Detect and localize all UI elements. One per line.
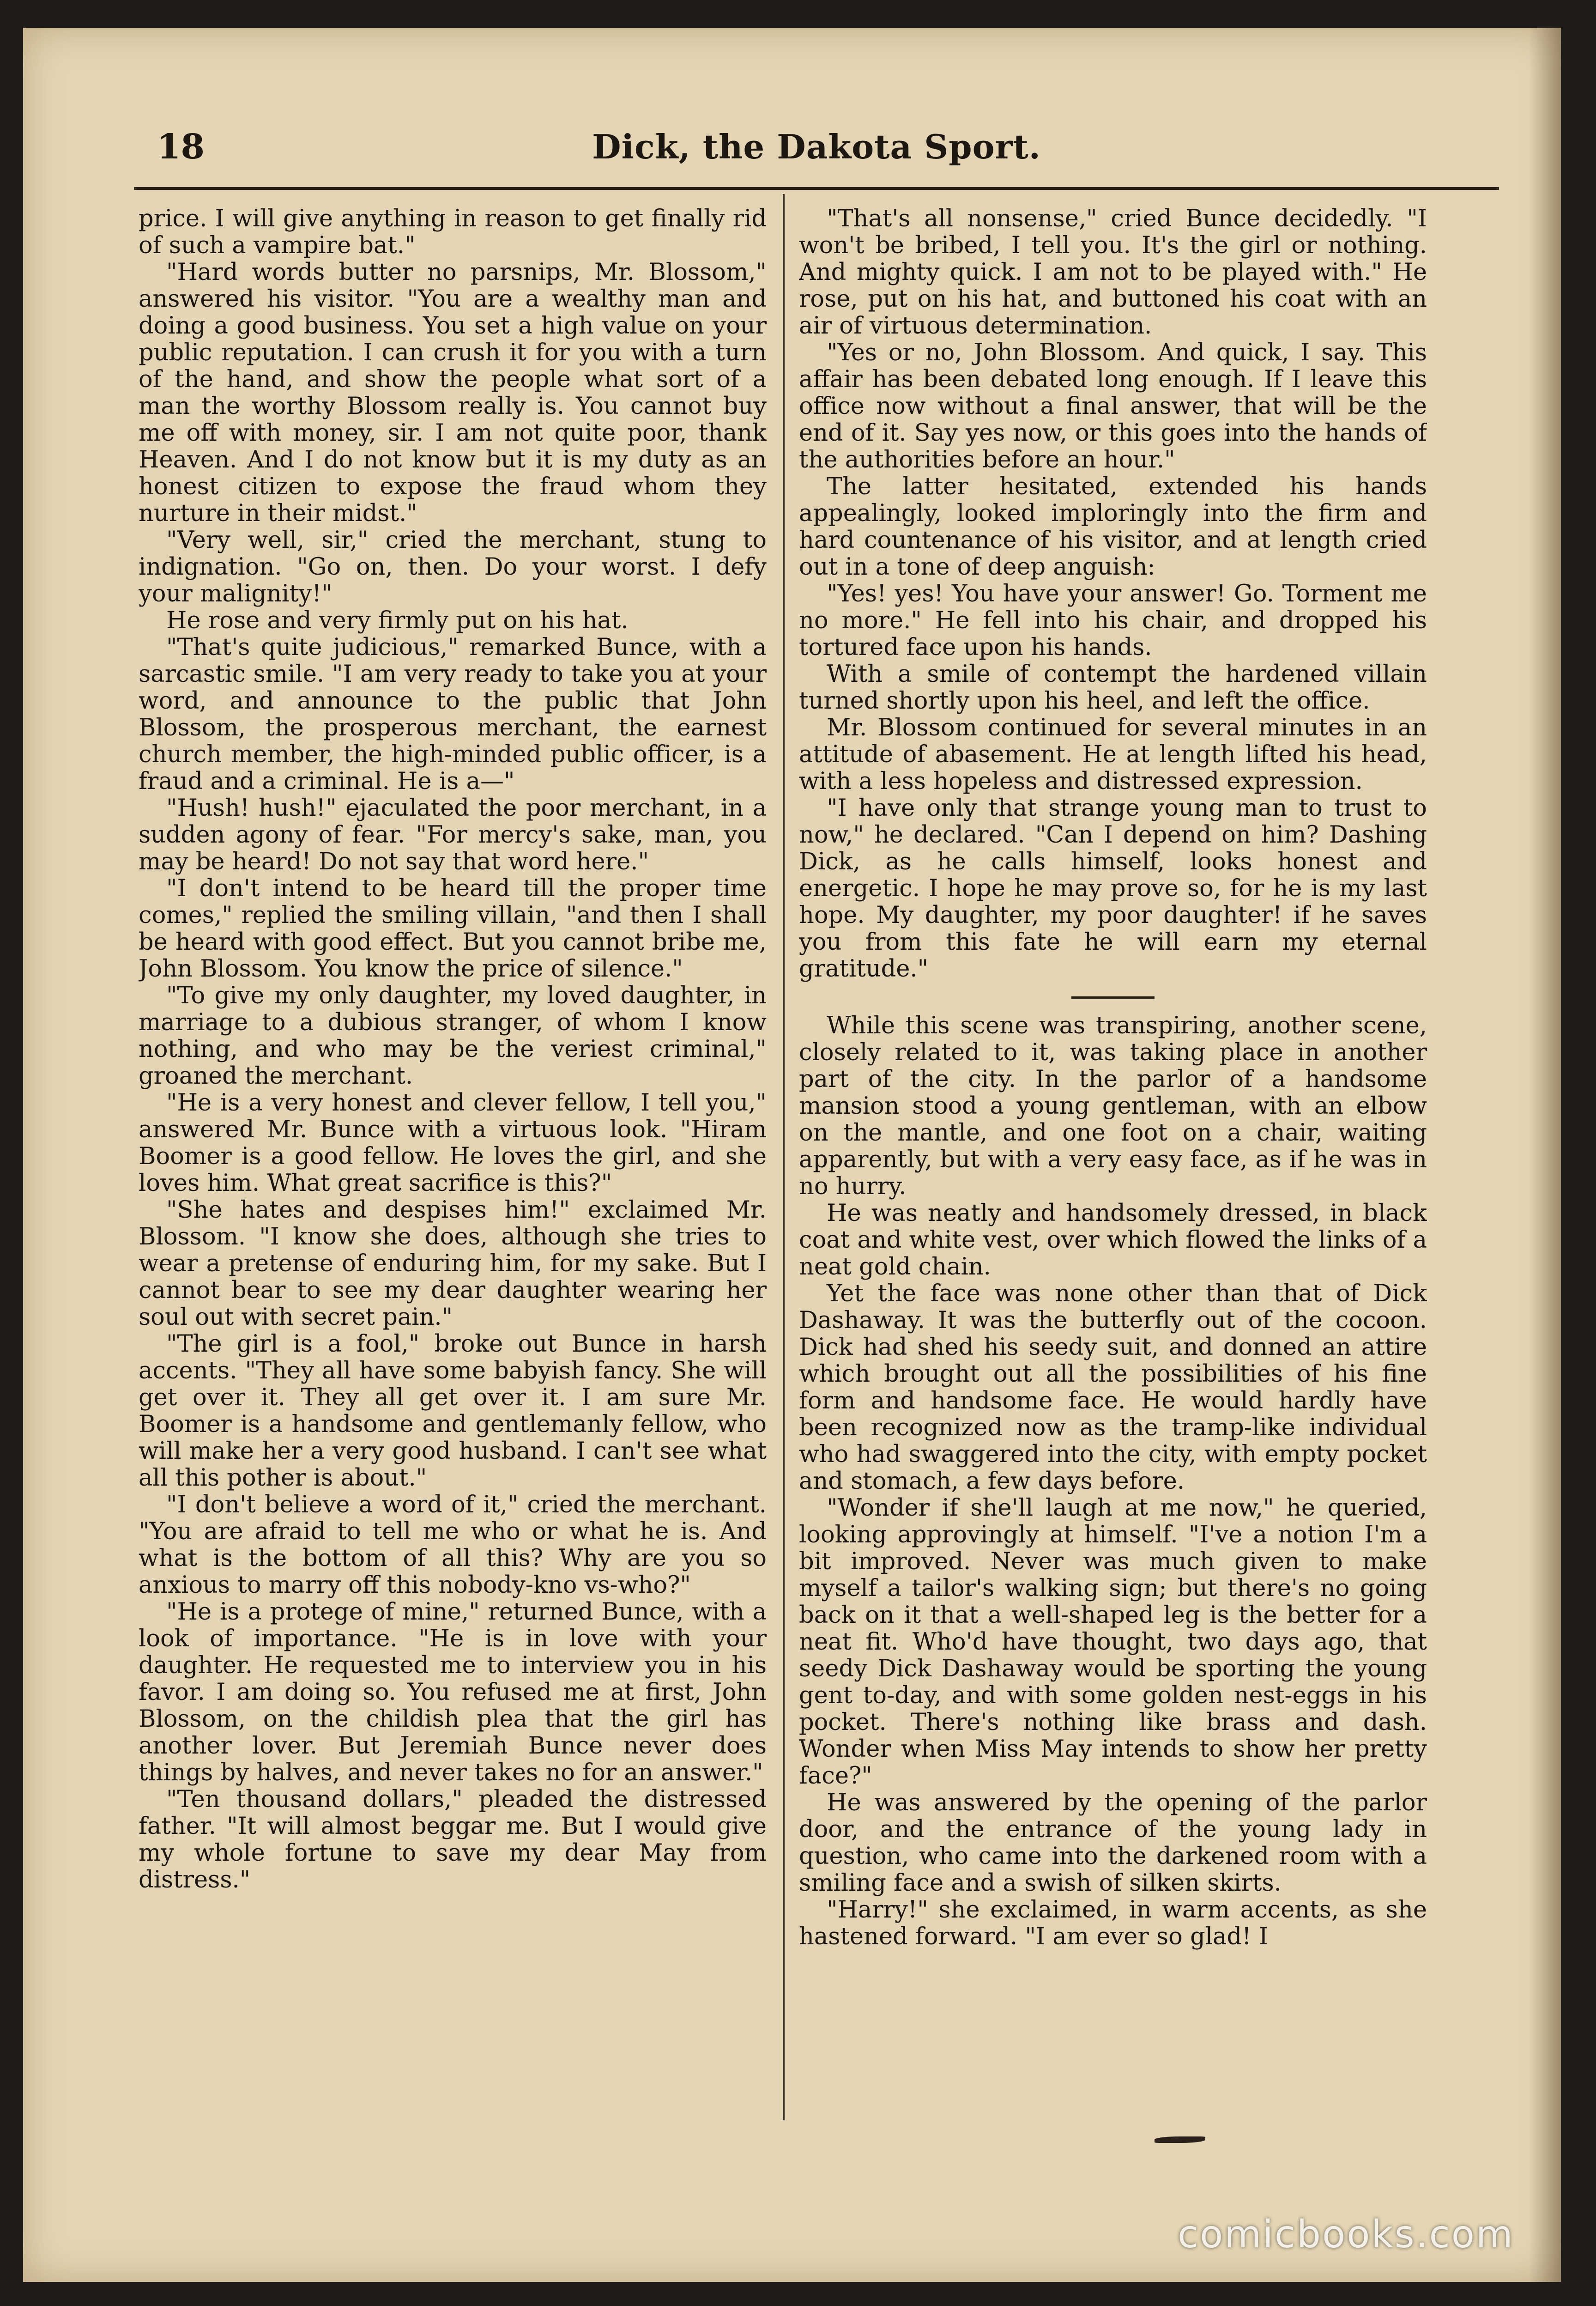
- page-number: 18: [157, 127, 205, 167]
- paragraph: "Very well, sir," cried the merchant, stung to indignation. "Go on, then. Do your worst. I defy your malignity!": [139, 527, 767, 607]
- left-column: [139, 206, 767, 2123]
- right-column: [799, 206, 1427, 2123]
- paragraph: "That's all nonsense," cried Bunce decidedly. "I won't be bribed, I tell you. It's the girl or nothing. And mighty quick. I am not to be played with." He rose, put on his hat, and buttoned his coat with an air of virtuous determination.: [799, 206, 1427, 340]
- paragraph: "He is a very honest and clever fellow, I tell you," answered Mr. Bunce with a virtuous look. "Hiram Boomer is a good fellow. He loves the girl, and she loves him. What great sacrifice is this?": [139, 1089, 767, 1197]
- paragraph: "The girl is a fool," broke out Bunce in harsh accents. "They all have some babyish fancy. She will get over it. They all get over it. I am sure Mr. Boomer is a handsome and gentlemanly fellow, who will make her a very good husband. I can't see what all this pother is about.": [139, 1330, 767, 1492]
- header-rule: [134, 187, 1499, 190]
- paragraph: "Wonder if she'll laugh at me now," he queried, looking approvingly at himself. "I've a notion I'm a bit improved. Never was much given to make myself a tailor's walking sign; but there's no going back on it that a well-shaped leg is the better for a neat fit. Who'd have thought, two days ago, that seedy Dick Dashaway would be sporting the young gent to-day, and with some golden nest-eggs in his pocket. There's nothing like brass and dash. Wonder when Miss May intends to show her pretty face?": [799, 1494, 1427, 1790]
- paragraph: "She hates and despises him!" exclaimed Mr. Blossom. "I know she does, although she tries to wear a pretense of enduring him, for my sake. But I cannot bear to see my dear daughter wearing her soul out with secret pain.": [139, 1196, 767, 1331]
- paragraph: Mr. Blossom continued for several minutes in an attitude of abasement. He at length lifted his head, with a less hopeless and distressed expression.: [799, 714, 1427, 795]
- paragraph: "Ten thousand dollars," pleaded the distressed father. "It will almost beggar me. But I would give my whole fortune to save my dear May from distress.": [139, 1786, 767, 1893]
- paragraph: "Hard words butter no parsnips, Mr. Blossom," answered his visitor. "You are a wealthy man and doing a good business. You set a high value on your public reputation. I can crush it for you with a turn of the hand, and show the people what sort of a man the worthy Blossom really is. You cannot buy me off with money, sir. I am not quite poor, thank Heaven. And I do not know but it is my duty as an honest citizen to expose the fraud whom they nurture in their midst.": [139, 259, 767, 527]
- paragraph: Yet the face was none other than that of Dick Dashaway. It was the butterfly out of the cocoon. Dick had shed his seedy suit, and donned an attire which brought out all the possibilities of his fine form and handsome face. He would hardly have been recognized now as the tramp-like individual who had swaggered into the city, with empty pocket and stomach, a few days before.: [799, 1280, 1427, 1495]
- continuation-mark: [1155, 2136, 1205, 2143]
- paragraph: He was neatly and handsomely dressed, in black coat and white vest, over which flowed the links of a neat gold chain.: [799, 1200, 1427, 1280]
- running-title: Dick, the Dakota Sport.: [592, 127, 1041, 166]
- paragraph: "Harry!" she exclaimed, in warm accents, as she hastened forward. "I am ever so glad! I: [799, 1896, 1427, 1950]
- paragraph: The latter hesitated, extended his hands appealingly, looked imploringly into the firm and hard countenance of his visitor, and at length cried out in a tone of deep anguish:: [799, 473, 1427, 581]
- paragraph: "Hush! hush!" ejaculated the poor merchant, in a sudden agony of fear. "For mercy's sake, man, you may be heard! Do not say that word here.": [139, 795, 767, 875]
- paragraph: "Yes or no, John Blossom. And quick, I say. This affair has been debated long enough. If I leave this office now without a final answer, that will be the end of it. Say yes now, or this goes into the hands of the authorities before an hour.": [799, 339, 1427, 473]
- paragraph: price. I will give anything in reason to get finally rid of such a vampire bat.": [139, 206, 767, 259]
- paragraph: "I have only that strange young man to trust to now," he declared. "Can I depend on him? Dashing Dick, as he calls himself, looks honest and energetic. I hope he may prove so, for he is my last hope. My daughter, my poor daughter! if he saves you from this fate he will earn my eternal gratitude.": [799, 795, 1427, 983]
- section-break-rule: [1071, 996, 1155, 999]
- paragraph: "Yes! yes! You have your answer! Go. Torment me no more." He fell into his chair, and dropped his tortured face upon his hands.: [799, 580, 1427, 661]
- paragraph: He was answered by the opening of the parlor door, and the entrance of the young lady in question, who came into the darkened room with a smiling face and a swish of silken skirts.: [799, 1789, 1427, 1897]
- watermark-text: comicbooks.com: [1178, 2213, 1514, 2257]
- paragraph: "I don't believe a word of it," cried the merchant. "You are afraid to tell me who or what he is. And what is the bottom of all this? Why are you so anxious to marry off this nobody-kno vs-who?": [139, 1491, 767, 1599]
- paragraph: "That's quite judicious," remarked Bunce, with a sarcastic smile. "I am very ready to take you at your word, and announce to the public that John Blossom, the prosperous merchant, the earnest church member, the high-minded public officer, is a fraud and a criminal. He is a—": [139, 634, 767, 795]
- paragraph: "I don't intend to be heard till the proper time comes," replied the smiling villain, "and then I shall be heard with good effect. But you cannot bribe me, John Blossom. You know the price of silence.": [139, 875, 767, 983]
- paragraph: He rose and very firmly put on his hat.: [166, 607, 629, 634]
- paragraph: "To give my only daughter, my loved daughter, in marriage to a dubious stranger, of whom I know nothing, and who may be the veriest criminal," groaned the merchant.: [139, 982, 767, 1090]
- paragraph: While this scene was transpiring, another scene, closely related to it, was taking place in another part of the city. In the parlor of a handsome mansion stood a young gentleman, with an elbow on the mantle, and one foot on a chair, waiting apparently, but with a very easy face, as if he was in no hurry.: [799, 1012, 1427, 1200]
- page-header: [134, 95, 1499, 167]
- paragraph: With a smile of contempt the hardened villain turned shortly upon his heel, and left the office.: [799, 661, 1427, 715]
- paragraph: "He is a protege of mine," returned Bunce, with a look of importance. "He is in love with your daughter. He requested me to interview you in his favor. I am doing so. You refused me at first, John Blossom, on the childish plea that the girl has another lover. But Jeremiah Bunce never does things by halves, and never takes no for an answer.": [139, 1598, 767, 1786]
- page-spine-shadow: [1529, 28, 1561, 2282]
- column-divider: [783, 194, 785, 2120]
